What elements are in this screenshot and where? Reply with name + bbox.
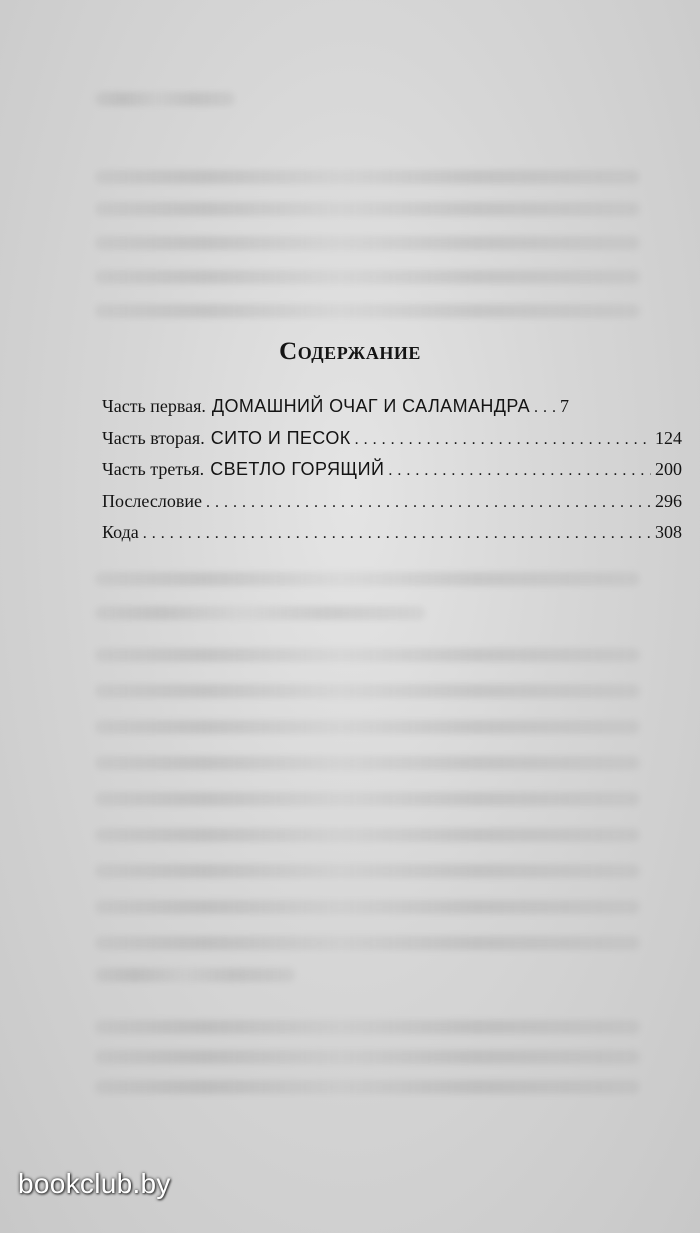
toc-entry-afterword[interactable] (102, 491, 682, 523)
bleed-through-line (95, 202, 640, 216)
toc-entry-page: 7 (560, 396, 569, 416)
site-watermark: bookclub.by (18, 1168, 171, 1199)
dot-leader (534, 399, 556, 417)
bleed-through-line (95, 900, 640, 914)
toc-entry-part-one[interactable] (102, 396, 682, 428)
dot-leader (206, 494, 651, 512)
toc-entry-label: Часть первая. (102, 396, 206, 416)
toc-entry-page: 200 (655, 459, 682, 479)
bleed-through-line (95, 720, 640, 734)
toc-entry-label: Часть третья. (102, 459, 205, 479)
page-title: Содержание (279, 338, 421, 365)
toc-entry-page: 308 (655, 522, 682, 542)
toc-entry-title: ДОМАШНИЙ ОЧАГ И САЛАМАНДРА (211, 396, 530, 416)
bleed-through-line (95, 606, 425, 620)
bleed-through-line (95, 828, 640, 842)
bleed-through-line (95, 864, 640, 878)
bleed-through-line (95, 572, 640, 586)
bleed-through-line (95, 1020, 640, 1034)
bleed-through-line (95, 936, 640, 950)
bleed-through-line (95, 968, 295, 982)
bleed-through-line (95, 92, 235, 106)
toc-entry-label: Послесловие (102, 490, 202, 511)
dot-leader (388, 462, 651, 480)
bleed-through-line (95, 170, 640, 184)
bleed-through-line (95, 792, 640, 806)
dot-leader (355, 431, 651, 449)
bleed-through-line (95, 648, 640, 662)
bleed-through-line (95, 756, 640, 770)
toc-entry-part-three[interactable] (102, 459, 682, 491)
bleed-through-line (95, 1050, 640, 1064)
toc-entry-label: Часть вторая. (102, 427, 205, 448)
bleed-through-line (95, 270, 640, 284)
toc-entry-coda[interactable] (102, 522, 682, 554)
toc-entry-title: СВЕТЛО ГОРЯЩИЙ (210, 459, 385, 479)
toc-entry-label: Кода (102, 522, 139, 542)
bleed-through-line (95, 1080, 640, 1094)
dot-leader (143, 525, 651, 543)
bleed-through-line (95, 236, 640, 250)
toc-entry-title: СИТО И ПЕСОК (210, 427, 351, 448)
toc-entry-part-two[interactable] (102, 428, 682, 460)
toc-entry-page: 124 (655, 427, 682, 448)
table-of-contents (102, 396, 682, 554)
toc-entry-page: 296 (655, 490, 682, 511)
bleed-through-line (95, 304, 640, 318)
bleed-through-line (95, 684, 640, 698)
